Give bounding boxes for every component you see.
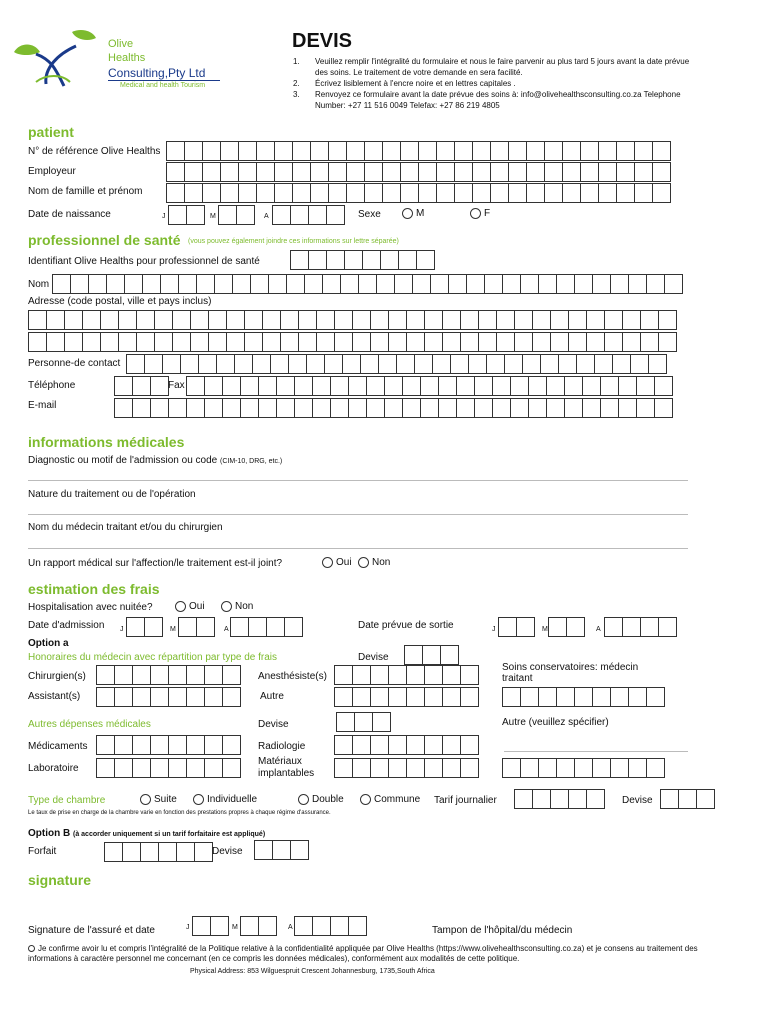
dob-m: M (210, 213, 216, 220)
pro-id-label: Identifiant Olive Healths pour professionnel de santé (28, 256, 260, 267)
instruction-1: 1. Veuillez remplir l'intégralité du formulaire et nous le faire parvenir au plus tard 5 jours avant la date prévue des soins. Le traitement de votre demande en sera facilité. (293, 57, 690, 77)
stamp-label: Tampon de l'hôpital/du médecin (432, 925, 573, 936)
pro-note: (vous pouvez également joindre ces informations sur lettre séparée) (188, 238, 399, 245)
hosp-oui[interactable]: Oui (175, 601, 205, 612)
contact-input[interactable] (126, 354, 666, 374)
report-oui[interactable]: Oui (322, 557, 352, 568)
forfait-label: Forfait (28, 846, 57, 857)
devise3-label: Devise (622, 795, 653, 806)
devise4-input[interactable] (254, 840, 308, 860)
dis-day[interactable] (498, 617, 534, 637)
room-label: Type de chambre (28, 795, 106, 806)
fax-label: Fax (168, 380, 185, 391)
radio-input[interactable] (334, 735, 478, 755)
logo (6, 24, 106, 94)
pro-name-label: Nom (28, 279, 50, 290)
daily-label: Tarif journalier (434, 795, 497, 806)
dob-year[interactable] (272, 205, 344, 225)
doctor-line[interactable] (28, 548, 688, 549)
devise2-label: Devise (258, 719, 289, 730)
devise3-input[interactable] (660, 789, 714, 809)
confirm-checkbox[interactable]: Je confirme avoir lu et compris l'intégralité de la Politique relative à la confidentialité appliquée par Olive Healths (https://www.olivehealthsconsulting.co.za) et je consens au traitement des informations à caractère personnel me concernant (en ce compris les données médicales), conformément aux modalités de cette politique. (28, 944, 698, 963)
other-spec-label: Autre (veuillez spécifier) (502, 717, 609, 728)
email-label: E-mail (28, 400, 57, 411)
page-title: DEVIS (292, 30, 353, 52)
implants-input[interactable] (334, 758, 478, 778)
pro-id-input[interactable] (290, 250, 434, 270)
devise-label: Devise (358, 652, 389, 663)
hosp-label: Hospitalisation avec nuitée? (28, 602, 153, 613)
sig-heading: signature (28, 872, 92, 888)
other-exp-label: Autres dépenses médicales (28, 719, 151, 730)
room-suite[interactable]: Suite (140, 794, 177, 805)
lab-label: Laboratoire (28, 763, 79, 774)
pro-name-input[interactable] (52, 274, 682, 294)
adm-day[interactable] (126, 617, 162, 637)
ref-input[interactable] (166, 141, 670, 161)
assistant-label: Assistant(s) (28, 691, 81, 702)
other-spec-input[interactable] (502, 758, 664, 778)
employer-label: Employeur (28, 166, 76, 177)
conserv-input[interactable] (502, 687, 664, 707)
radio-label: Radiologie (258, 741, 306, 752)
surgeon-label: Chirurgien(s) (28, 671, 86, 682)
fees-label: Honoraires du médecin avec répartition par type de frais (28, 652, 278, 663)
olive-leaf-icon (6, 24, 106, 94)
logo-rule (108, 80, 220, 81)
nature-line[interactable] (28, 514, 688, 515)
nature-label: Nature du traitement ou de l'opération (28, 489, 196, 500)
name-label: Nom de famille et prénom (28, 186, 143, 197)
assistant-input[interactable] (96, 687, 240, 707)
employer-input[interactable] (166, 162, 670, 182)
dis-year[interactable] (604, 617, 676, 637)
devise4-label: Devise (212, 846, 243, 857)
autre-input[interactable] (334, 687, 478, 707)
fax-input[interactable] (186, 376, 672, 396)
meds-label: Médicaments (28, 741, 88, 752)
address-line-2[interactable] (28, 332, 676, 352)
report-non[interactable]: Non (358, 557, 390, 568)
dis-m: M (542, 626, 548, 633)
anesth-input[interactable] (334, 665, 478, 685)
sig-a: A (288, 924, 293, 931)
surgeon-input[interactable] (96, 665, 240, 685)
anesth-label: Anesthésiste(s) (258, 671, 327, 682)
costs-heading: estimation des frais (28, 581, 160, 597)
phone-input[interactable] (114, 376, 168, 396)
daily-input[interactable] (514, 789, 604, 809)
report-label: Un rapport médical sur l'affection/le traitement est-il joint? (28, 558, 283, 569)
adm-a: A (224, 626, 229, 633)
patient-heading: patient (28, 124, 74, 140)
ref-label: N° de référence Olive Healths (28, 146, 161, 157)
sex-label: Sexe (358, 209, 381, 220)
name-input[interactable] (166, 183, 670, 203)
room-double[interactable]: Double (298, 794, 344, 805)
admission-label: Date d'admission (28, 620, 105, 631)
option-a-label: Option a (28, 638, 69, 649)
contact-label: Personne-de contact (28, 358, 121, 369)
lab-input[interactable] (96, 758, 240, 778)
sig-m: M (232, 924, 238, 931)
dis-month[interactable] (548, 617, 584, 637)
med-heading: informations médicales (28, 434, 185, 450)
logo-line1: Olive (108, 38, 134, 50)
email-input[interactable] (114, 398, 672, 418)
sig-day[interactable] (192, 916, 228, 936)
meds-input[interactable] (96, 735, 240, 755)
adm-j: J (120, 626, 124, 633)
implants-label: Matériaux implantables (258, 756, 315, 779)
diag-line[interactable] (28, 480, 688, 481)
other-spec-line[interactable] (504, 751, 688, 752)
sig-year[interactable] (294, 916, 366, 936)
adm-month[interactable] (178, 617, 214, 637)
room-common[interactable]: Commune (360, 794, 420, 805)
address-line-1[interactable] (28, 310, 676, 330)
sex-female[interactable]: F (470, 208, 490, 219)
phone-label: Téléphone (28, 380, 76, 391)
dob-j: J (162, 213, 166, 220)
hosp-non[interactable]: Non (221, 601, 253, 612)
dob-label: Date de naissance (28, 209, 111, 220)
doctor-label: Nom du médecin traitant et/ou du chirurgien (28, 522, 223, 533)
instruction-2: 2. Écrivez lisiblement à l'encre noire et en lettres capitales . (293, 79, 516, 88)
room-note: Le taux de prise en charge de la chambre varie en fonction des prestations propres à chaque régime d'assurance. (28, 810, 331, 816)
dis-j: J (492, 626, 496, 633)
sig-j: J (186, 924, 190, 931)
logo-line3: Consulting,Pty Ltd (108, 66, 206, 80)
conserv-label: Soins conservatoires: médecin traitant (502, 662, 639, 684)
pro-heading: professionnel de santé (28, 232, 181, 248)
instructions (293, 56, 703, 111)
room-individual[interactable]: Individuelle (193, 794, 257, 805)
dob-day[interactable] (168, 205, 204, 225)
discharge-label: Date prévue de sortie (358, 620, 454, 631)
dob-month[interactable] (218, 205, 254, 225)
adm-m: M (170, 626, 176, 633)
footer-address: Physical Address: 853 Wilguespruit Crescent Johannesburg, 1735,South Africa (190, 968, 435, 975)
autre-label: Autre (260, 691, 284, 702)
diag-label: Diagnostic ou motif de l'admission ou code (CIM-10, DRG, etc.) (28, 455, 283, 466)
sig-month[interactable] (240, 916, 276, 936)
adm-year[interactable] (230, 617, 302, 637)
address-label: Adresse (code postal, ville et pays inclus) (28, 296, 212, 307)
sex-male[interactable]: M (402, 208, 424, 219)
forfait-input[interactable] (104, 842, 212, 862)
dob-a: A (264, 213, 269, 220)
dis-a: A (596, 626, 601, 633)
devise-input[interactable] (404, 645, 458, 665)
option-b: Option B (à accorder uniquement si un tarif forfaitaire est appliqué) (28, 828, 266, 839)
logo-line2: Healths (108, 52, 146, 64)
instruction-3: 3. Renvoyez ce formulaire avant la date prévue des soins à: info@olivehealthsconsulting.co.za Telephone Number: +27 11 516 0049 Telefax: +27 86 219 4805 (293, 90, 681, 110)
logo-tagline: Medical and health Tourism (120, 82, 206, 89)
devise2-input[interactable] (336, 712, 390, 732)
sign-label: Signature de l'assuré et date (28, 925, 155, 936)
